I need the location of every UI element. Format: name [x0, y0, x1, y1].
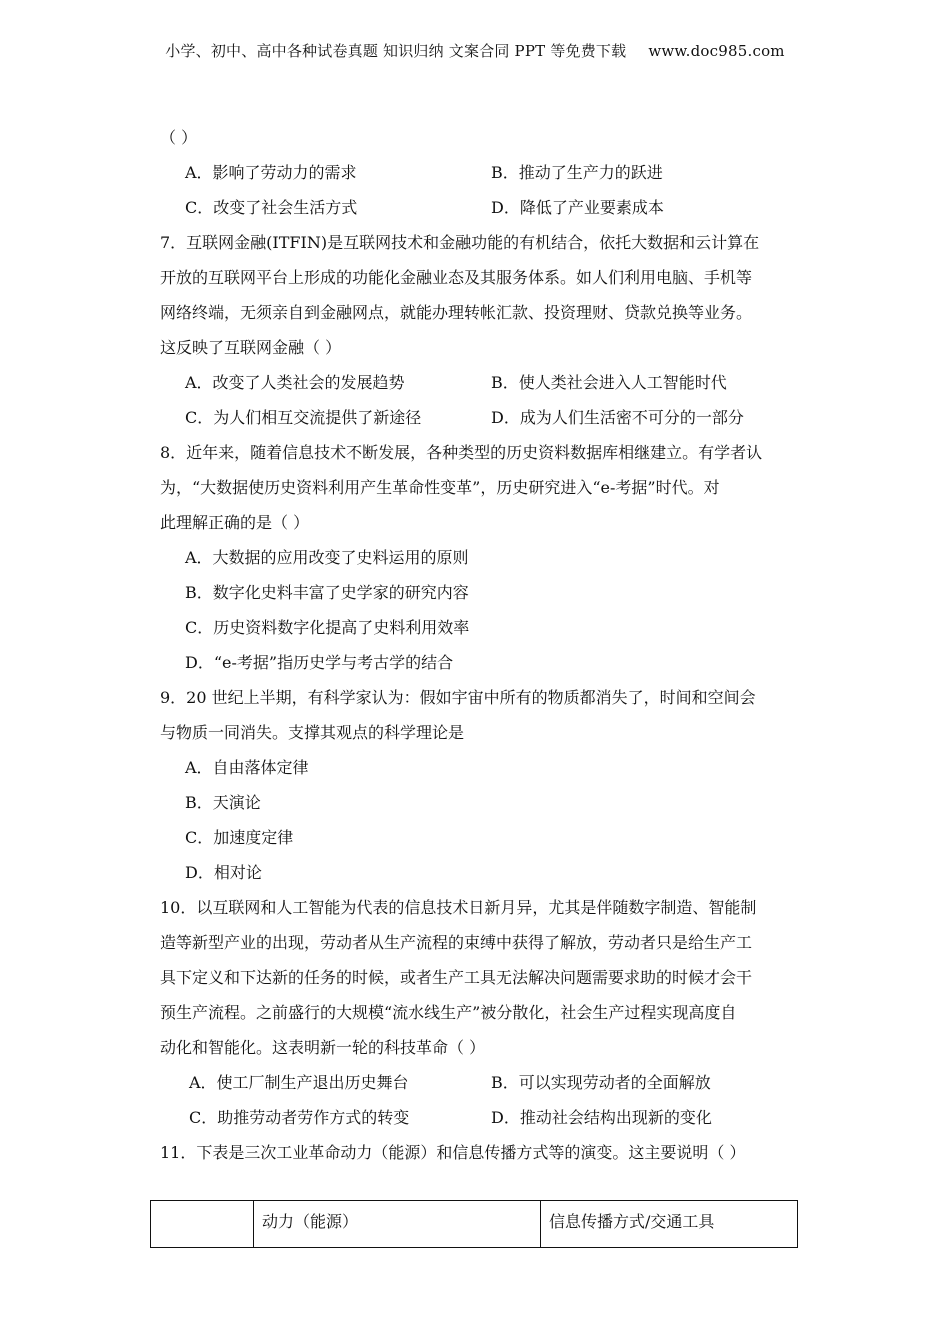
q8-option-b: B．数字化史料丰富了史学家的研究内容 [185, 583, 469, 602]
q8-line-1: 8．近年来，随着信息技术不断发展，各种类型的历史资料数据库相继建立。有学者认 [160, 443, 763, 462]
q6-option-c: C．改变了社会生活方式 [185, 198, 358, 217]
q10-line-1: 10．以互联网和人工智能为代表的信息技术日新月异，尤其是伴随数字制造、智能制 [160, 898, 757, 917]
q8-line-3: 此理解正确的是（ ） [160, 513, 310, 532]
q7-line-3: 网络终端，无须亲自到金融网点，就能办理转帐汇款、投资理财、贷款兑换等业务。 [160, 303, 753, 322]
q10-option-a: A．使工厂制生产退出历史舞台 [189, 1073, 409, 1092]
header-text: 小学、初中、高中各种试卷真题 知识归纳 文案合同 PPT 等免费下载 [165, 42, 627, 60]
q11-line: 11．下表是三次工业革命动力（能源）和信息传播方式等的演变。这主要说明（ ） [160, 1143, 746, 1162]
q6-option-d: D．降低了产业要素成本 [491, 198, 664, 217]
table-header-row [151, 1201, 798, 1248]
q10-line-4: 预生产流程。之前盛行的大规模“流水线生产”被分散化，社会生产过程实现高度自 [160, 1003, 737, 1022]
q8-option-c: C．历史资料数字化提高了史料利用效率 [185, 618, 470, 637]
q6-options-row-1 [160, 155, 790, 190]
table-header-blank [151, 1201, 254, 1248]
q7-option-b: B．使人类社会进入人工智能时代 [491, 373, 727, 392]
q7-option-c: C．为人们相互交流提供了新途径 [185, 408, 422, 427]
q9-option-a: A．自由落体定律 [185, 758, 309, 777]
q10-line-3: 具下定义和下达新的任务的时候，或者生产工具无法解决问题需要求助的时候才会干 [160, 968, 753, 987]
q8-option-d: D．“e-考据”指历史学与考古学的结合 [185, 653, 454, 672]
q7-line-2: 开放的互联网平台上形成的功能化金融业态及其服务体系。如人们利用电脑、手机等 [160, 268, 753, 287]
q10-options-row-2 [160, 1100, 790, 1135]
q10-option-b: B．可以实现劳动者的全面解放 [491, 1073, 711, 1092]
q7-option-d: D．成为人们生活密不可分的一部分 [491, 408, 744, 427]
q6-option-a: A．影响了劳动力的需求 [185, 163, 357, 182]
q7-line-4: 这反映了互联网金融（ ） [160, 338, 342, 357]
q6-option-b: B．推动了生产力的跃进 [491, 163, 663, 182]
q9-option-b: B．天演论 [185, 793, 261, 812]
q9-line-1: 9．20 世纪上半期，有科学家认为：假如宇宙中所有的物质都消失了，时间和空间会 [160, 688, 756, 707]
q9-line-2: 与物质一同消失。支撑其观点的科学理论是 [160, 723, 465, 742]
q11-table [150, 1200, 798, 1248]
q8-option-a: A．大数据的应用改变了史料运用的原则 [185, 548, 469, 567]
q9-option-d: D．相对论 [185, 863, 262, 882]
header-site: www.doc985.com [648, 42, 785, 60]
q7-options-row-2 [160, 400, 790, 435]
q7-line-1: 7．互联网金融(ITFIN)是互联网技术和金融功能的有机结合，依托大数据和云计算在 [160, 233, 760, 252]
q6-tail: （ ） [160, 128, 198, 147]
page-header [0, 40, 950, 61]
q10-option-c: C．助推劳动者劳作方式的转变 [189, 1108, 410, 1127]
q8-line-2: 为，“大数据使历史资料利用产生革命性变革”，历史研究进入“e-考据”时代。对 [160, 478, 720, 497]
q7-option-a: A．改变了人类社会的发展趋势 [185, 373, 405, 392]
table-header-info-transport: 信息传播方式/交通工具 [541, 1201, 798, 1248]
q10-line-2: 造等新型产业的出现，劳动者从生产流程的束缚中获得了解放，劳动者只是给生产工 [160, 933, 753, 952]
q10-line-5: 动化和智能化。这表明新一轮的科技革命（ ） [160, 1038, 486, 1057]
table-header-power: 动力（能源） [254, 1201, 541, 1248]
q7-options-row-1 [160, 365, 790, 400]
q10-option-d: D．推动社会结构出现新的变化 [491, 1108, 712, 1127]
q6-options-row-2 [160, 190, 790, 225]
exam-content [160, 120, 790, 1170]
q10-options-row-1 [160, 1065, 790, 1100]
q9-option-c: C．加速度定律 [185, 828, 294, 847]
